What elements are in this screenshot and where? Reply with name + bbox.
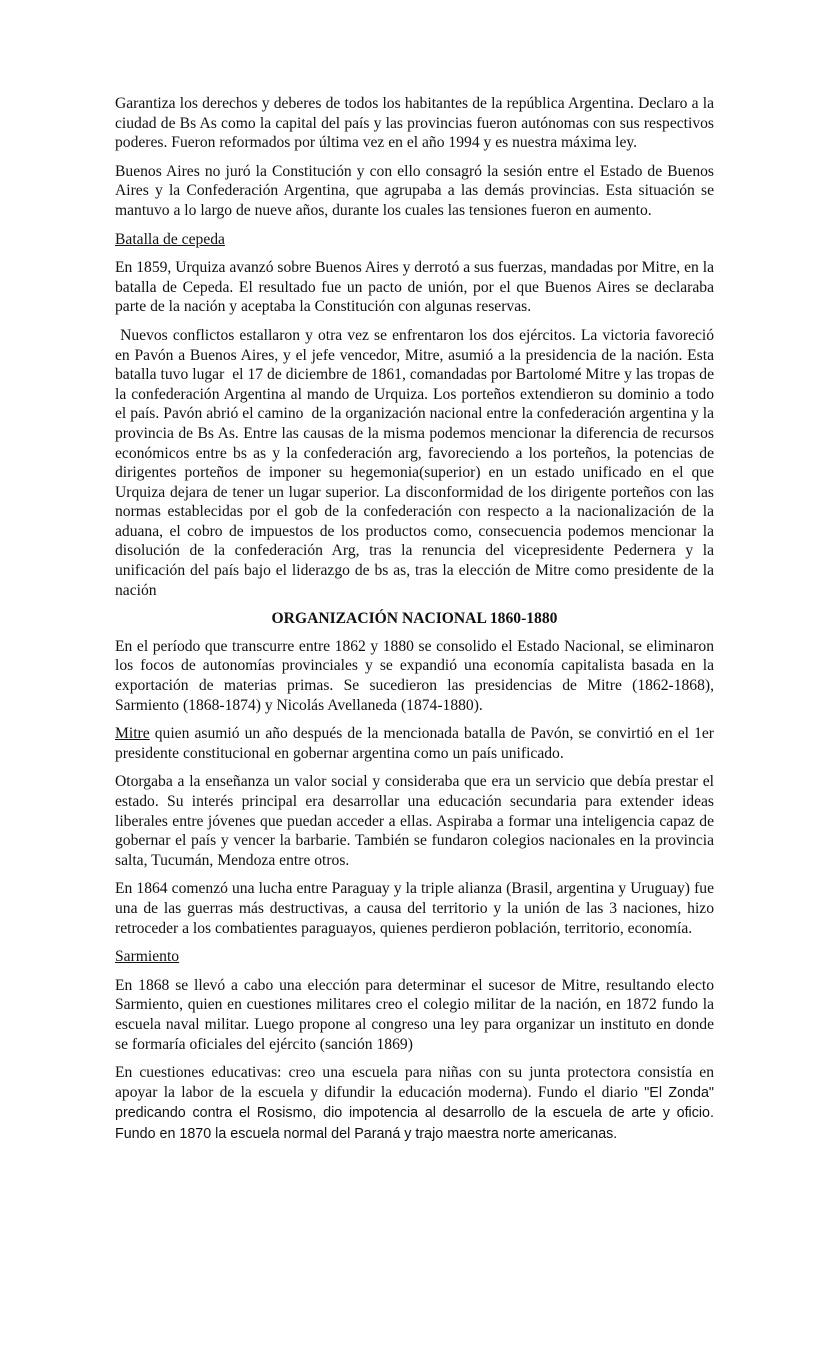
paragraph-mitre	[115, 724, 714, 763]
paragraph-ensenanza: Otorgaba a la enseñanza un valor social y consideraba que era un servicio que debía prestar el estado. Su interés principal era desarrollar una educación secundaria para extender ideas liberales entre jóvenes que puedan acceder a ellas. Aspiraba a formar una inteligencia capaz de gobernar el país y vencer la barbarie. También se fundaron colegios nacionales en la provincia salta, Tucumán, Mendoza entre otros.	[115, 773, 714, 869]
paragraph-cuestiones-educativas	[115, 1063, 714, 1144]
paragraph-triple-alianza: En 1864 comenzó una lucha entre Paraguay y la triple alianza (Brasil, argentina y Uruguay) fue una de las guerras más destructivas, a causa del territorio y la unión de las 3 naciones, hizo retroceder a los combatientes paraguayos, quienes perdieron población, territorio, economía.	[115, 880, 714, 937]
educativas-text: En cuestiones educativas: creo una escuela para niñas con su junta protectora consistía en apoyar la labor de la escuela y difundir la educación moderna). Fundo el diario	[115, 1064, 714, 1101]
paragraph-organizacion-periodo: En el período que transcurre entre 1862 y 1880 se consolido el Estado Nacional, se eliminaron los focos de autonomías provinciales y se expandió una economía capitalista basada en la exportación de materias primas. Se sucedieron las presidencias de Mitre (1862-1868), Sarmiento (1868-1874) y Nicolás Avellaneda (1874-1880).	[115, 637, 714, 714]
mitre-text: quien asumió un año después de la mencionada batalla de Pavón, se convirtió en el 1er presidente constitucional en gobernar argentina como un país unificado.	[115, 725, 714, 762]
heading-sarmiento: Sarmiento	[115, 948, 180, 966]
paragraph-cepeda: En 1859, Urquiza avanzó sobre Buenos Aires y derrotó a sus fuerzas, mandadas por Mitre, en la batalla de Cepeda. El resultado fue un pacto de unión, por el que Buenos Aires se declaraba parte de la nación y aceptaba la Constitución con algunas reservas.	[115, 259, 714, 316]
paragraph-sarmiento-eleccion: En 1868 se llevó a cabo una elección para determinar el sucesor de Mitre, resultando electo Sarmiento, quien en cuestiones militares creo el colegio militar de la nación, en 1872 fundo la escuela naval militar. Luego propone al congreso una ley para organizar un instituto en donde se formaría oficiales del ejército (sanción 1869)	[115, 976, 714, 1053]
title-organizacion-nacional: ORGANIZACIÓN NACIONAL 1860-1880	[271, 610, 558, 628]
paragraph-buenos-aires-secession: Buenos Aires no juró la Constitución y con ello consagró la sesión entre el Estado de Buenos Aires y la Confederación Argentina, que agrupaba a las demás provincias. Esta situación se mantuvo a lo largo de nueve años, durante los cuales las tensiones fueron en aumento.	[115, 162, 714, 219]
paragraph-pavon: Nuevos conflictos estallaron y otra vez se enfrentaron los dos ejércitos. La victoria favoreció en Pavón a Buenos Aires, y el jefe vencedor, Mitre, asumió a la presidencia de la nación. Esta batalla tuvo lugar el 17 de diciembre de 1861, comandadas por Bartolomé Mitre y las tropas de la confederación Argentina al mando de Urquiza. Los porteños extendieron su dominio a todo el país. Pavón abrió el camino de la organización nacional entre la confederación argentina y la provincia de Bs As. Entre las causas de la misma podemos mencionar la diferencia de recursos económicos entre bs as y la confederación arg, favoreciendo a los porteños, la potencias de dirigentes porteños de imponer su hegemonia(superior) en un estado unificado en el que Urquiza dejara de tener un lugar superior. La disconformidad de los dirigente porteños con las normas establecidas por el gob de la confederación con respecto a la nacionalización de la aduana, el cobro de impuestos de los productos como, consecuencia podemos mencionar la disolución de la confederación Arg, tras la renuncia del vicepresidente Pedernera y la unificación del país bajo el liderazgo de bs as, tras la elección de Mitre como presidente de la nación	[115, 326, 718, 599]
mitre-underlined-word: Mitre	[115, 725, 150, 743]
heading-batalla-cepeda: Batalla de cepeda	[115, 230, 225, 248]
paragraph-constitution: Garantiza los derechos y deberes de todos los habitantes de la república Argentina. Declaro a la ciudad de Bs As como la capital del país y las provincias fueron autónomas con sus respectivos poderes. Fueron reformados por última vez en el año 1994 y es nuestra máxima ley.	[115, 95, 714, 152]
document-page	[115, 94, 718, 1154]
el-zonda-text: "El Zonda" predicando contra el Rosismo, dio impotencia al desarrollo de la escuela de arte y oficio. Fundo en 1870 la escuela normal del Paraná y trajo maestra norte americanas.	[115, 1084, 714, 1142]
